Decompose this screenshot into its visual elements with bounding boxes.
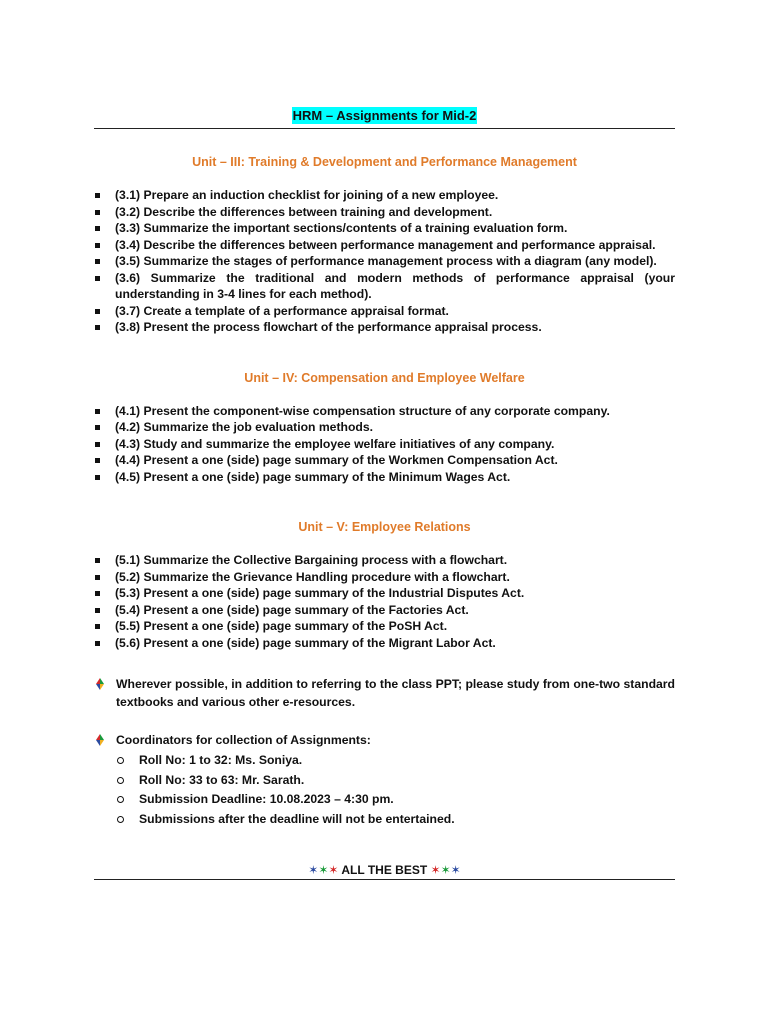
list-item: (5.1) Summarize the Collective Bargaining process with a flowchart. bbox=[94, 552, 675, 569]
unit-4-heading: Unit – IV: Compensation and Employee Welfare bbox=[244, 370, 525, 385]
star-icon: ✶ bbox=[308, 863, 319, 877]
square-bullet-icon bbox=[95, 591, 100, 596]
list-item: (4.1) Present the component-wise compensation structure of any corporate company. bbox=[94, 403, 675, 420]
circle-bullet-icon bbox=[117, 816, 124, 823]
square-bullet-icon bbox=[95, 325, 100, 330]
four-color-diamond-icon bbox=[94, 734, 106, 746]
list-item: (3.6) Summarize the traditional and modern methods of performance appraisal (your understanding in 3-4 lines for each method). bbox=[94, 270, 675, 303]
title-block bbox=[94, 106, 675, 128]
unit-5-list bbox=[94, 552, 675, 651]
list-item: (3.1) Prepare an induction checklist for joining of a new employee. bbox=[94, 187, 675, 204]
list-item: (3.4) Describe the differences between performance management and performance appraisal. bbox=[94, 237, 675, 254]
list-item: (4.5) Present a one (side) page summary of the Minimum Wages Act. bbox=[94, 469, 675, 486]
list-item: (4.4) Present a one (side) page summary of the Workmen Compensation Act. bbox=[94, 452, 675, 469]
list-item: (5.3) Present a one (side) page summary of the Industrial Disputes Act. bbox=[94, 585, 675, 602]
list-item: (3.2) Describe the differences between training and development. bbox=[94, 204, 675, 221]
square-bullet-icon bbox=[95, 210, 100, 215]
square-bullet-icon bbox=[95, 475, 100, 480]
footer-block bbox=[94, 861, 675, 879]
star-icon: ✶ bbox=[318, 863, 329, 877]
list-item: Roll No: 1 to 32: Ms. Soniya. bbox=[116, 751, 675, 771]
square-bullet-icon bbox=[95, 458, 100, 463]
list-item: (4.2) Summarize the job evaluation methods. bbox=[94, 419, 675, 436]
list-item: (4.3) Study and summarize the employee welfare initiatives of any company. bbox=[94, 436, 675, 453]
square-bullet-icon bbox=[95, 558, 100, 563]
circle-bullet-icon bbox=[117, 757, 124, 764]
four-color-diamond-icon bbox=[94, 678, 106, 690]
list-item: (3.5) Summarize the stages of performance management process with a diagram (any model). bbox=[94, 253, 675, 270]
unit-5-heading: Unit – V: Employee Relations bbox=[298, 520, 471, 534]
star-icon: ✶ bbox=[328, 863, 339, 877]
square-bullet-icon bbox=[95, 259, 100, 264]
list-item: (5.6) Present a one (side) page summary of the Migrant Labor Act. bbox=[94, 635, 675, 652]
list-item: (3.3) Summarize the important sections/contents of a training evaluation form. bbox=[94, 220, 675, 237]
square-bullet-icon bbox=[95, 641, 100, 646]
unit-4-list bbox=[94, 403, 675, 486]
square-bullet-icon bbox=[95, 575, 100, 580]
star-icon: ✶ bbox=[430, 863, 441, 877]
square-bullet-icon bbox=[95, 425, 100, 430]
square-bullet-icon bbox=[95, 409, 100, 414]
square-bullet-icon bbox=[95, 608, 100, 613]
list-item: (3.7) Create a template of a performance appraisal format. bbox=[94, 303, 675, 320]
page-title: HRM – Assignments for Mid-2 bbox=[292, 108, 477, 123]
square-bullet-icon bbox=[95, 276, 100, 281]
star-icon: ✶ bbox=[440, 863, 451, 877]
square-bullet-icon bbox=[95, 226, 100, 231]
circle-bullet-icon bbox=[117, 777, 124, 784]
circle-bullet-icon bbox=[117, 796, 124, 803]
footer-divider bbox=[94, 879, 675, 880]
list-item: (3.8) Present the process flowchart of the performance appraisal process. bbox=[94, 319, 675, 336]
list-item: (5.4) Present a one (side) page summary of the Factories Act. bbox=[94, 602, 675, 619]
list-item: Submission Deadline: 10.08.2023 – 4:30 pm. bbox=[116, 790, 675, 810]
document-content bbox=[94, 106, 675, 880]
unit-3-heading: Unit – III: Training & Development and Performance Management bbox=[192, 155, 577, 169]
footer-text: ALL THE BEST bbox=[341, 863, 428, 877]
star-icon: ✶ bbox=[450, 863, 461, 877]
list-item: Roll No: 33 to 63: Mr. Sarath. bbox=[116, 771, 675, 791]
square-bullet-icon bbox=[95, 193, 100, 198]
square-bullet-icon bbox=[95, 442, 100, 447]
list-item: Submissions after the deadline will not be entertained. bbox=[116, 810, 675, 830]
list-item: (5.2) Summarize the Grievance Handling procedure with a flowchart. bbox=[94, 569, 675, 586]
list-item: (5.5) Present a one (side) page summary of the PoSH Act. bbox=[94, 618, 675, 635]
coordinators-heading: Coordinators for collection of Assignments: bbox=[94, 731, 675, 749]
title-divider bbox=[94, 128, 675, 129]
square-bullet-icon bbox=[95, 309, 100, 314]
coordinators-list bbox=[94, 751, 675, 829]
square-bullet-icon bbox=[95, 243, 100, 248]
unit-3-list bbox=[94, 187, 675, 336]
square-bullet-icon bbox=[95, 624, 100, 629]
study-note: Wherever possible, in addition to referring to the class PPT; please study from one-two standard textbooks and various other e-resources. bbox=[94, 675, 675, 711]
